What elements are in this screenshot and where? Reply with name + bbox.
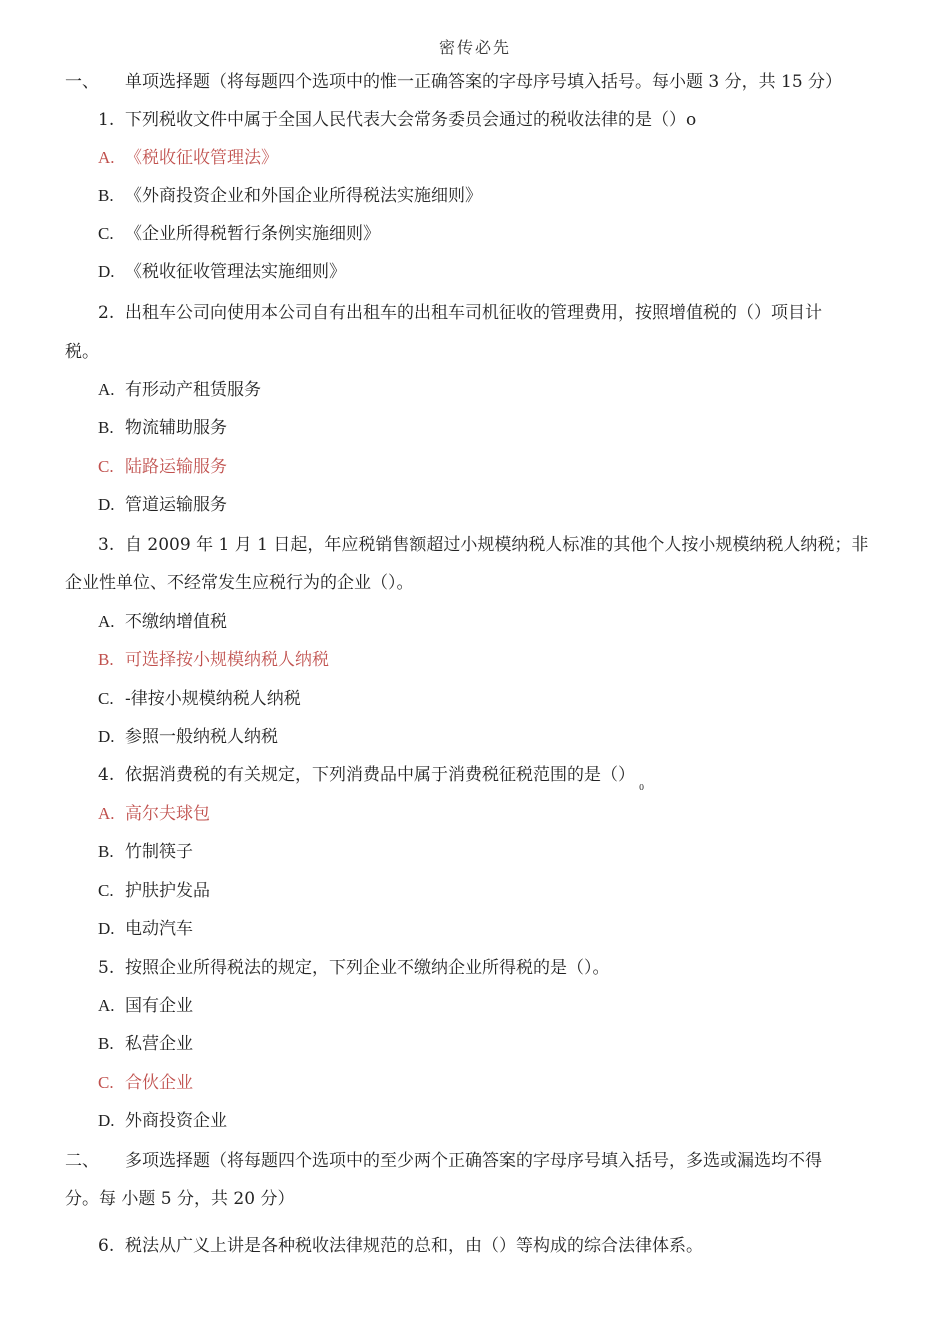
option-letter: A. (98, 996, 115, 1015)
option-text: 国有企业 (125, 996, 193, 1016)
option-text: 《税收征收管理法实施细则》 (125, 262, 346, 282)
q2-option-a (98, 378, 261, 402)
question-number: 6. (98, 1236, 115, 1256)
option-letter: C. (98, 224, 114, 243)
option-text: 可选择按小规模纳税人纳税 (125, 650, 329, 670)
q2-option-b (98, 416, 227, 440)
option-letter: B. (98, 842, 114, 861)
q2-option-d (98, 493, 227, 517)
option-letter: B. (98, 650, 114, 669)
section1-heading (65, 70, 842, 94)
q4-option-c (98, 879, 210, 903)
question-3-continuation: 企业性单位、不经常发生应税行为的企业（）。 (65, 573, 414, 593)
q3-option-d (98, 725, 278, 749)
option-text: 管道运输服务 (125, 495, 227, 515)
q1-option-c (98, 222, 380, 246)
question-5 (98, 956, 610, 980)
q1-option-b (98, 184, 482, 208)
section1-title: 单项选择题（将每题四个选项中的惟一正确答案的字母序号填入括号。每小题 3 分，共 15 分） (125, 72, 843, 92)
option-letter: D. (98, 495, 115, 514)
option-letter: C. (98, 881, 114, 900)
option-letter: B. (98, 418, 114, 437)
question-text: 下列税收文件中属于全国人民代表大会常务委员会通过的税收法律的是（）o (125, 110, 697, 130)
option-text: 不缴纳增值税 (125, 612, 227, 632)
question-text: 依据消费税的有关规定，下列消费品中属于消费税征税范围的是（） (125, 765, 635, 785)
option-letter: B. (98, 186, 114, 205)
q1-option-a (98, 146, 278, 170)
question-number: 1. (98, 110, 115, 130)
option-text: 外商投资企业 (125, 1111, 227, 1131)
option-text: 护肤护发品 (125, 881, 210, 901)
option-text: 电动汽车 (125, 919, 193, 939)
option-letter: C. (98, 457, 114, 476)
q5-option-a (98, 994, 193, 1018)
option-text: -律按小规模纳税人纳税 (125, 689, 301, 709)
question-4 (98, 763, 644, 800)
question-number: 2. (98, 303, 115, 323)
question-3 (98, 533, 868, 557)
q4-option-d (98, 917, 193, 941)
question-number: 3. (98, 535, 115, 555)
option-letter: A. (98, 804, 115, 823)
question-2-continuation: 税。 (65, 342, 99, 362)
q1-option-d (98, 260, 346, 284)
option-letter: A. (98, 148, 115, 167)
question-text: 出租车公司向使用本公司自有出租车的出租车司机征收的管理费用，按照增值税的（）项目计 (125, 303, 822, 323)
section2-heading (65, 1149, 822, 1173)
option-letter: C. (98, 689, 114, 708)
question-text: 自 2009 年 1 月 1 日起，年应税销售额超过小规模纳税人标准的其他个人按小规模纳税人纳税；非 (125, 535, 869, 555)
option-text: 竹制筷子 (125, 842, 193, 862)
page-header: 密传必先 (438, 38, 511, 57)
question-number: 4. (98, 765, 115, 785)
option-text: 《企业所得税暂行条例实施细则》 (125, 224, 380, 244)
option-text: 私营企业 (125, 1034, 193, 1054)
question-text: 按照企业所得税法的规定，下列企业不缴纳企业所得税的是（）。 (125, 958, 610, 978)
option-letter: D. (98, 262, 115, 281)
q5-option-b (98, 1032, 193, 1056)
option-letter: D. (98, 1111, 115, 1130)
option-letter: A. (98, 380, 115, 399)
q3-option-c (98, 687, 301, 711)
section2-title: 多项选择题（将每题四个选项中的至少两个正确答案的字母序号填入括号，多选或漏选均不得 (125, 1151, 822, 1171)
section1-number: 一、 (65, 72, 99, 92)
option-letter: B. (98, 1034, 114, 1053)
option-letter: D. (98, 727, 115, 746)
section2-continuation: 分。每 小题 5 分，共 20 分） (65, 1189, 295, 1209)
q5-option-c (98, 1071, 193, 1095)
option-text: 《外商投资企业和外国企业所得税法实施细则》 (125, 186, 482, 206)
option-letter: D. (98, 919, 115, 938)
option-text: 合伙企业 (125, 1073, 193, 1093)
section2-number: 二、 (65, 1151, 99, 1171)
question-number: 5. (98, 958, 115, 978)
q3-option-a (98, 610, 227, 634)
question-2 (98, 301, 822, 325)
q4-option-a (98, 802, 210, 826)
option-letter: C. (98, 1073, 114, 1092)
question-1 (98, 108, 696, 132)
q2-option-c (98, 455, 227, 479)
option-letter: A. (98, 612, 115, 631)
option-text: 物流辅助服务 (125, 418, 227, 438)
option-text: 参照一般纳税人纳税 (125, 727, 278, 747)
question-6 (98, 1234, 703, 1258)
question-text: 税法从广义上讲是各种税收法律规范的总和，由（）等构成的综合法律体系。 (125, 1236, 703, 1256)
option-text: 有形动产租赁服务 (125, 380, 261, 400)
stray-mark: 0 (639, 783, 645, 792)
q5-option-d (98, 1109, 227, 1133)
option-text: 高尔夫球包 (125, 804, 210, 824)
q4-option-b (98, 840, 193, 864)
q3-option-b (98, 648, 329, 672)
option-text: 《税收征收管理法》 (125, 148, 278, 168)
option-text: 陆路运输服务 (125, 457, 227, 477)
